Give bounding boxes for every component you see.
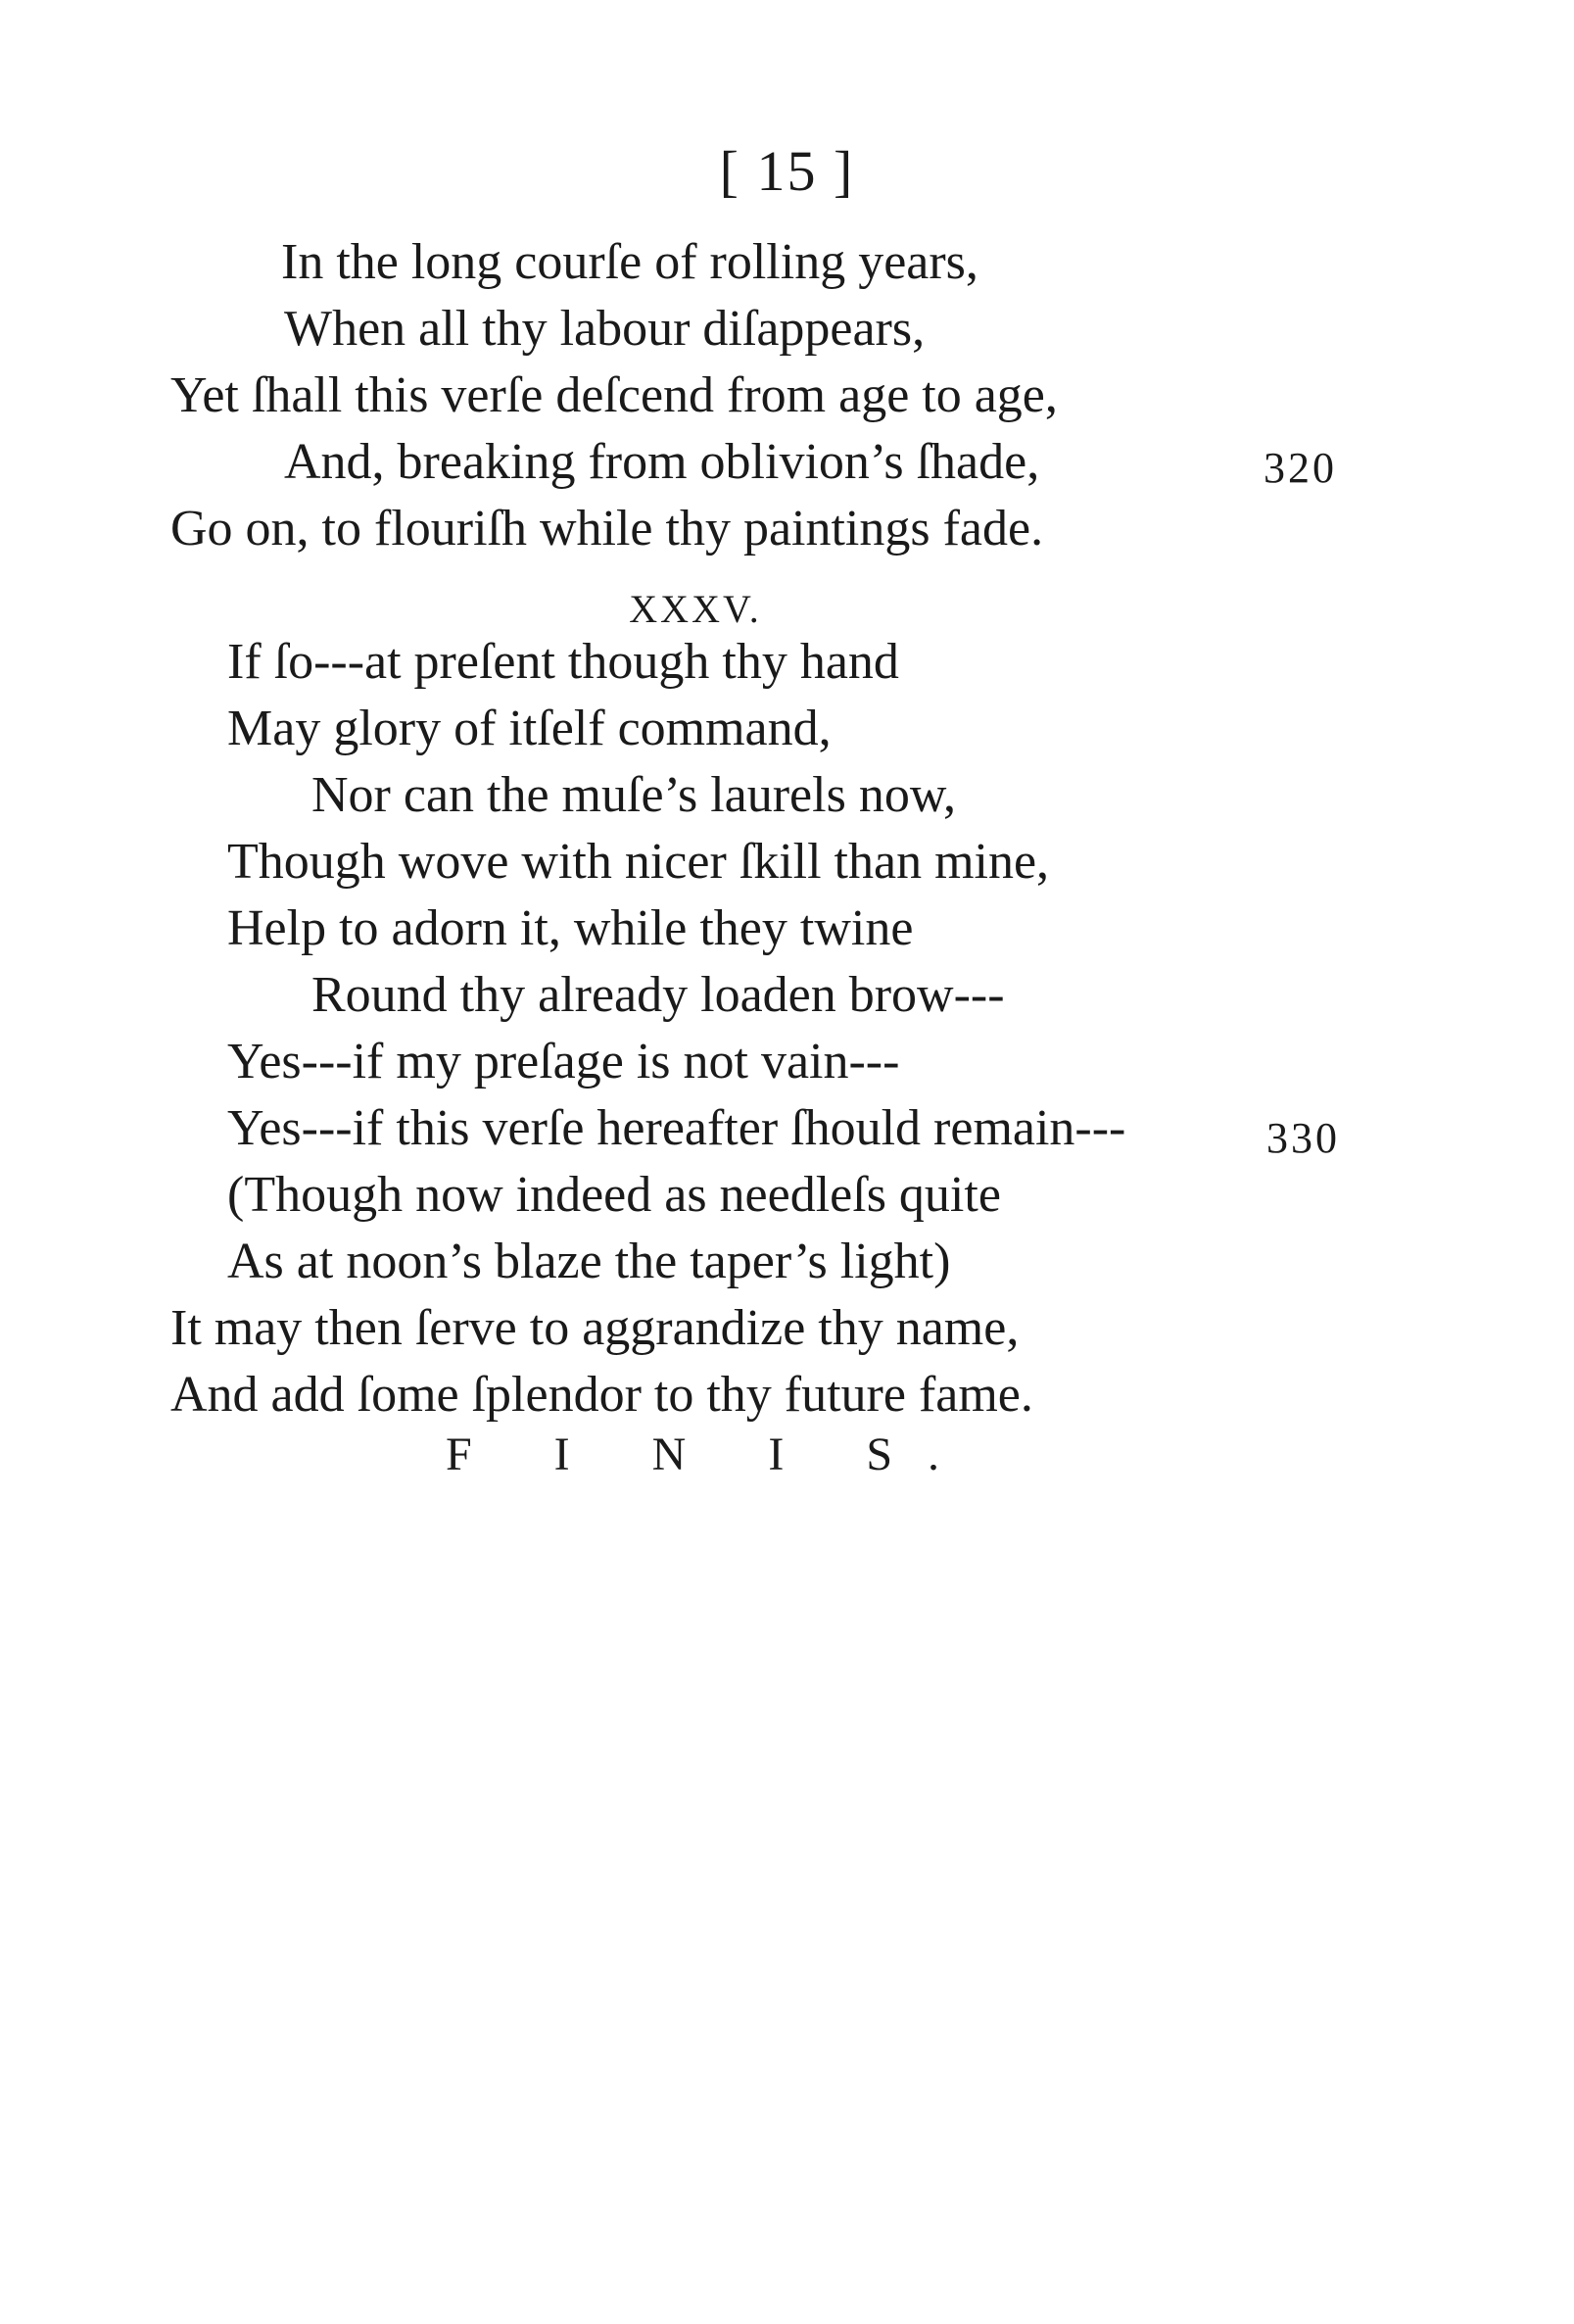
- verse-line: If ſo---at preſent though thy hand: [227, 634, 899, 690]
- verse-line: (Though now indeed as needleſs quite: [227, 1167, 1001, 1223]
- verse-line: Round thy already loaden brow---: [311, 967, 1005, 1023]
- verse-line: Yet ſhall this verſe deſcend from age to age,: [170, 367, 1058, 423]
- verse-line: Yes---if my preſage is not vain---: [227, 1034, 900, 1089]
- verse-line: And add ſome ſplendor to thy future fame.: [170, 1367, 1033, 1423]
- verse-line: Go on, to flouriſh while thy paintings fade.: [170, 501, 1044, 557]
- stanza-heading: XXXV.: [629, 587, 762, 631]
- line-number: 330: [1266, 1114, 1340, 1162]
- page-number: [ 15 ]: [719, 139, 855, 203]
- verse-line: Help to adorn it, while they twine: [227, 900, 914, 956]
- line-number: 320: [1264, 444, 1337, 492]
- finis-text: F I N I S.: [445, 1428, 976, 1480]
- verse-line: As at noon’s blaze the taper’s light): [227, 1234, 951, 1289]
- verse-line: It may then ſerve to aggrandize thy name,: [170, 1300, 1020, 1356]
- verse-line: Though wove with nicer ſkill than mine,: [227, 834, 1050, 890]
- verse-line: Yes---if this verſe hereafter ſhould remain---: [227, 1100, 1126, 1156]
- verse-line: In the long courſe of rolling years,: [281, 234, 978, 290]
- verse-line: Nor can the muſe’s laurels now,: [311, 767, 956, 823]
- verse-line: And, breaking from oblivion’s ſhade,: [284, 434, 1040, 490]
- verse-line: When all thy labour diſappears,: [284, 301, 926, 357]
- verse-line: May glory of itſelf command,: [227, 701, 832, 756]
